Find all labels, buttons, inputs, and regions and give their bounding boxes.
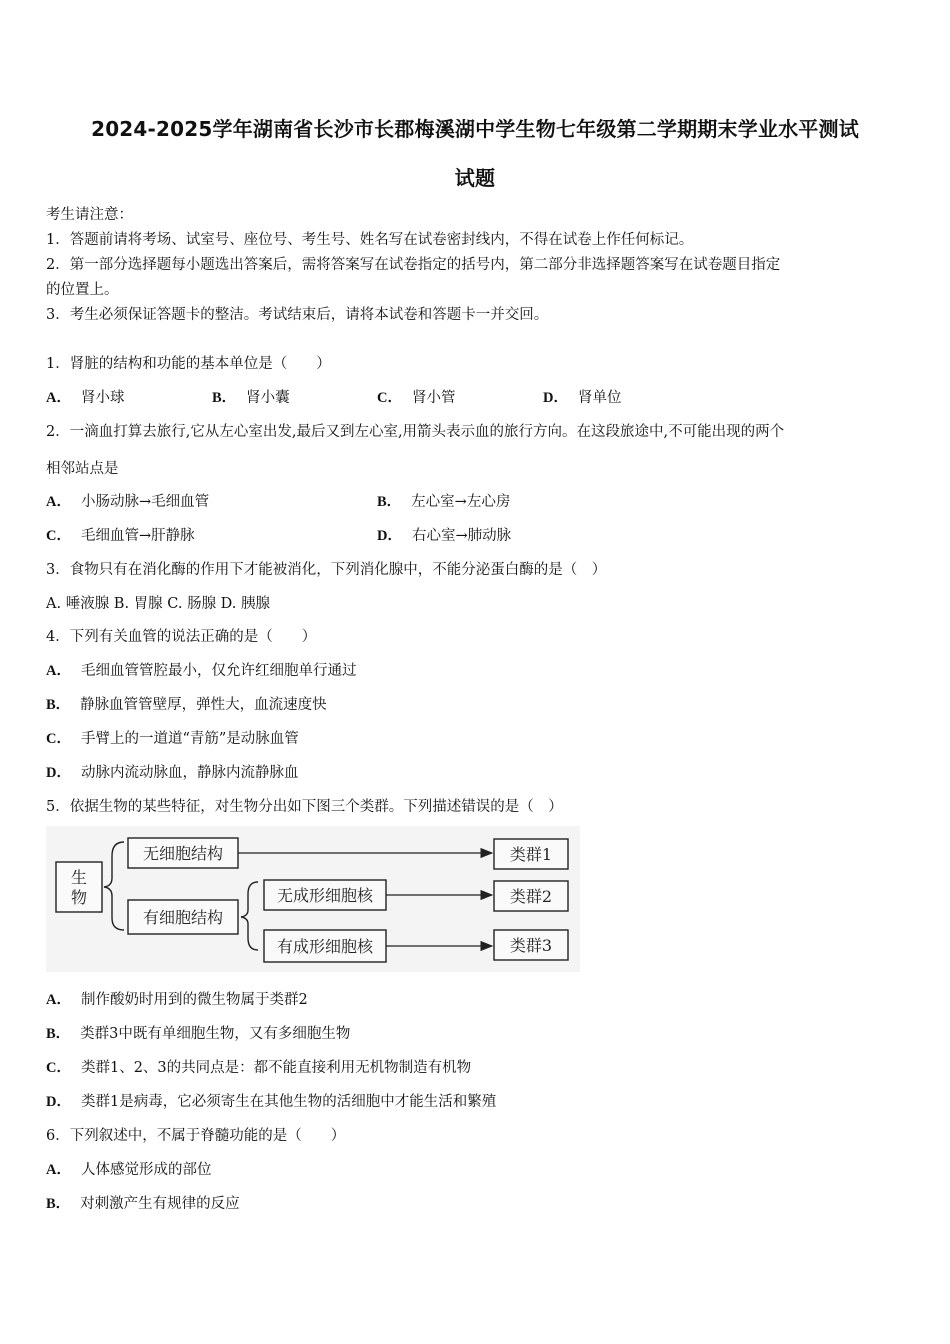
root-label-1: 生 (70, 868, 88, 887)
option-letter: B． (46, 1026, 71, 1042)
sub-label-nucleus: 有成形细胞核 (276, 937, 374, 956)
question-4-stem: 4．下列有关血管的说法正确的是（ ） (46, 629, 317, 645)
question-1-stem: 1．肾脏的结构和功能的基本单位是（ ） (46, 356, 331, 372)
option-letter: D． (46, 1094, 71, 1110)
option-letter: C． (377, 390, 402, 406)
root-label-2: 物 (70, 888, 88, 907)
option-text: 左心室→左心房 (411, 494, 511, 510)
option-text: 毛细血管管腔最小，仅允许红细胞单行通过 (80, 663, 357, 679)
question-3-stem: 3．食物只有在消化酶的作用下才能被消化，下列消化腺中，不能分泌蛋白酶的是（ ） (46, 562, 607, 578)
option-text: 手臂上的一道道“青筋”是动脉血管 (80, 731, 299, 747)
page-title-continued: 试题 (454, 166, 496, 190)
option-text: 肾小囊 (246, 390, 290, 406)
option-letter: A． (46, 1162, 71, 1178)
group-label-2: 类群2 (509, 887, 553, 906)
notice-item-2-continued: 的位置上。 (46, 282, 119, 298)
question-5-option-a (46, 988, 308, 1009)
option-text: 类群1、2、3的共同点是：都不能直接利用无机物制造有机物 (80, 1060, 472, 1076)
option-text: 动脉内流动脉血，静脉内流静脉血 (80, 765, 299, 781)
question-2-option-a (46, 490, 209, 511)
group-label-1: 类群1 (509, 845, 553, 864)
option-letter: A． (46, 494, 71, 510)
classification-diagram (46, 826, 580, 972)
question-1-option-c (377, 386, 455, 407)
option-letter: B． (212, 390, 237, 406)
branch-label-cell: 有细胞结构 (142, 908, 224, 927)
question-2-option-b (377, 490, 510, 511)
notice-heading: 考生请注意： (46, 207, 133, 223)
option-letter: C． (46, 1060, 71, 1076)
question-5-option-d (46, 1090, 496, 1111)
question-4-option-b (46, 693, 327, 714)
page-title: 2024-2025学年湖南省长沙市长郡梅溪湖中学生物七年级第二学期期末学业水平测试 (91, 117, 859, 141)
option-letter: B． (46, 1196, 71, 1212)
question-1-option-d (543, 386, 621, 407)
question-2-option-d (377, 524, 511, 545)
question-4-option-d (46, 761, 298, 782)
option-text: 制作酸奶时用到的微生物属于类群2 (80, 992, 308, 1008)
option-text: 静脉血管管壁厚，弹性大，血流速度快 (80, 697, 327, 713)
question-2-option-c (46, 524, 195, 545)
question-3-options: A. 唾液腺 B. 胃腺 C. 肠腺 D. 胰腺 (46, 596, 271, 612)
question-5-stem: 5．依据生物的某些特征，对生物分出如下图三个类群。下列描述错误的是（ ） (46, 799, 563, 815)
group-label-3: 类群3 (509, 936, 553, 955)
question-2-stem: 2．一滴血打算去旅行,它从左心室出发,最后又到左心室,用箭头表示血的旅行方向。在这段旅途中,不可能出现的两个 (46, 424, 785, 440)
option-letter: D． (377, 528, 402, 544)
option-letter: A． (46, 663, 71, 679)
question-6-option-b (46, 1192, 240, 1213)
option-text: 类群1是病毒，它必须寄生在其他生物的活细胞中才能生活和繁殖 (80, 1094, 497, 1110)
question-5-option-c (46, 1056, 471, 1077)
option-text: 肾单位 (577, 390, 622, 406)
option-letter: B． (46, 697, 71, 713)
question-5-option-b (46, 1022, 350, 1043)
option-letter: D． (46, 765, 71, 781)
option-letter: C． (46, 731, 71, 747)
option-text: 对刺激产生有规律的反应 (80, 1196, 240, 1212)
notice-item-2: 2．第一部分选择题每小题选出答案后，需将答案写在试卷指定的括号内，第二部分非选择题答案写在试卷题目指定 (46, 257, 781, 273)
notice-item-3: 3．考生必须保证答题卡的整洁。考试结束后，请将本试卷和答题卡一并交回。 (46, 307, 549, 323)
question-1-option-b (212, 386, 290, 407)
brace-icon (104, 842, 124, 930)
option-text: 小肠动脉→毛细血管 (80, 494, 210, 510)
question-4-option-a (46, 659, 356, 680)
option-text: 人体感觉形成的部位 (80, 1162, 212, 1178)
option-letter: A． (46, 992, 71, 1008)
sub-label-no-nucleus: 无成形细胞核 (276, 886, 374, 905)
classification-diagram-svg (46, 826, 580, 972)
branch-label-no-cell: 无细胞结构 (142, 844, 224, 863)
question-4-option-c (46, 727, 299, 748)
option-text: 右心室→肺动脉 (411, 528, 512, 544)
question-2-stem-continued: 相邻站点是 (46, 461, 119, 477)
question-6-option-a (46, 1158, 211, 1179)
option-letter: C． (46, 528, 71, 544)
option-text: 肾小球 (80, 390, 125, 406)
question-6-stem: 6．下列叙述中，不属于脊髓功能的是（ ） (46, 1128, 346, 1144)
notice-item-1: 1．答题前请将考场、试室号、座位号、考生号、姓名写在试卷密封线内，不得在试卷上作任何标记。 (46, 232, 694, 248)
brace-icon (241, 882, 258, 950)
option-text: 肾小管 (411, 390, 456, 406)
option-letter: A． (46, 390, 71, 406)
option-text: 毛细血管→肝静脉 (80, 528, 195, 544)
option-text: 类群3中既有单细胞生物，又有多细胞生物 (80, 1026, 351, 1042)
option-letter: B． (377, 494, 402, 510)
question-1-option-a (46, 386, 124, 407)
option-letter: D． (543, 390, 568, 406)
